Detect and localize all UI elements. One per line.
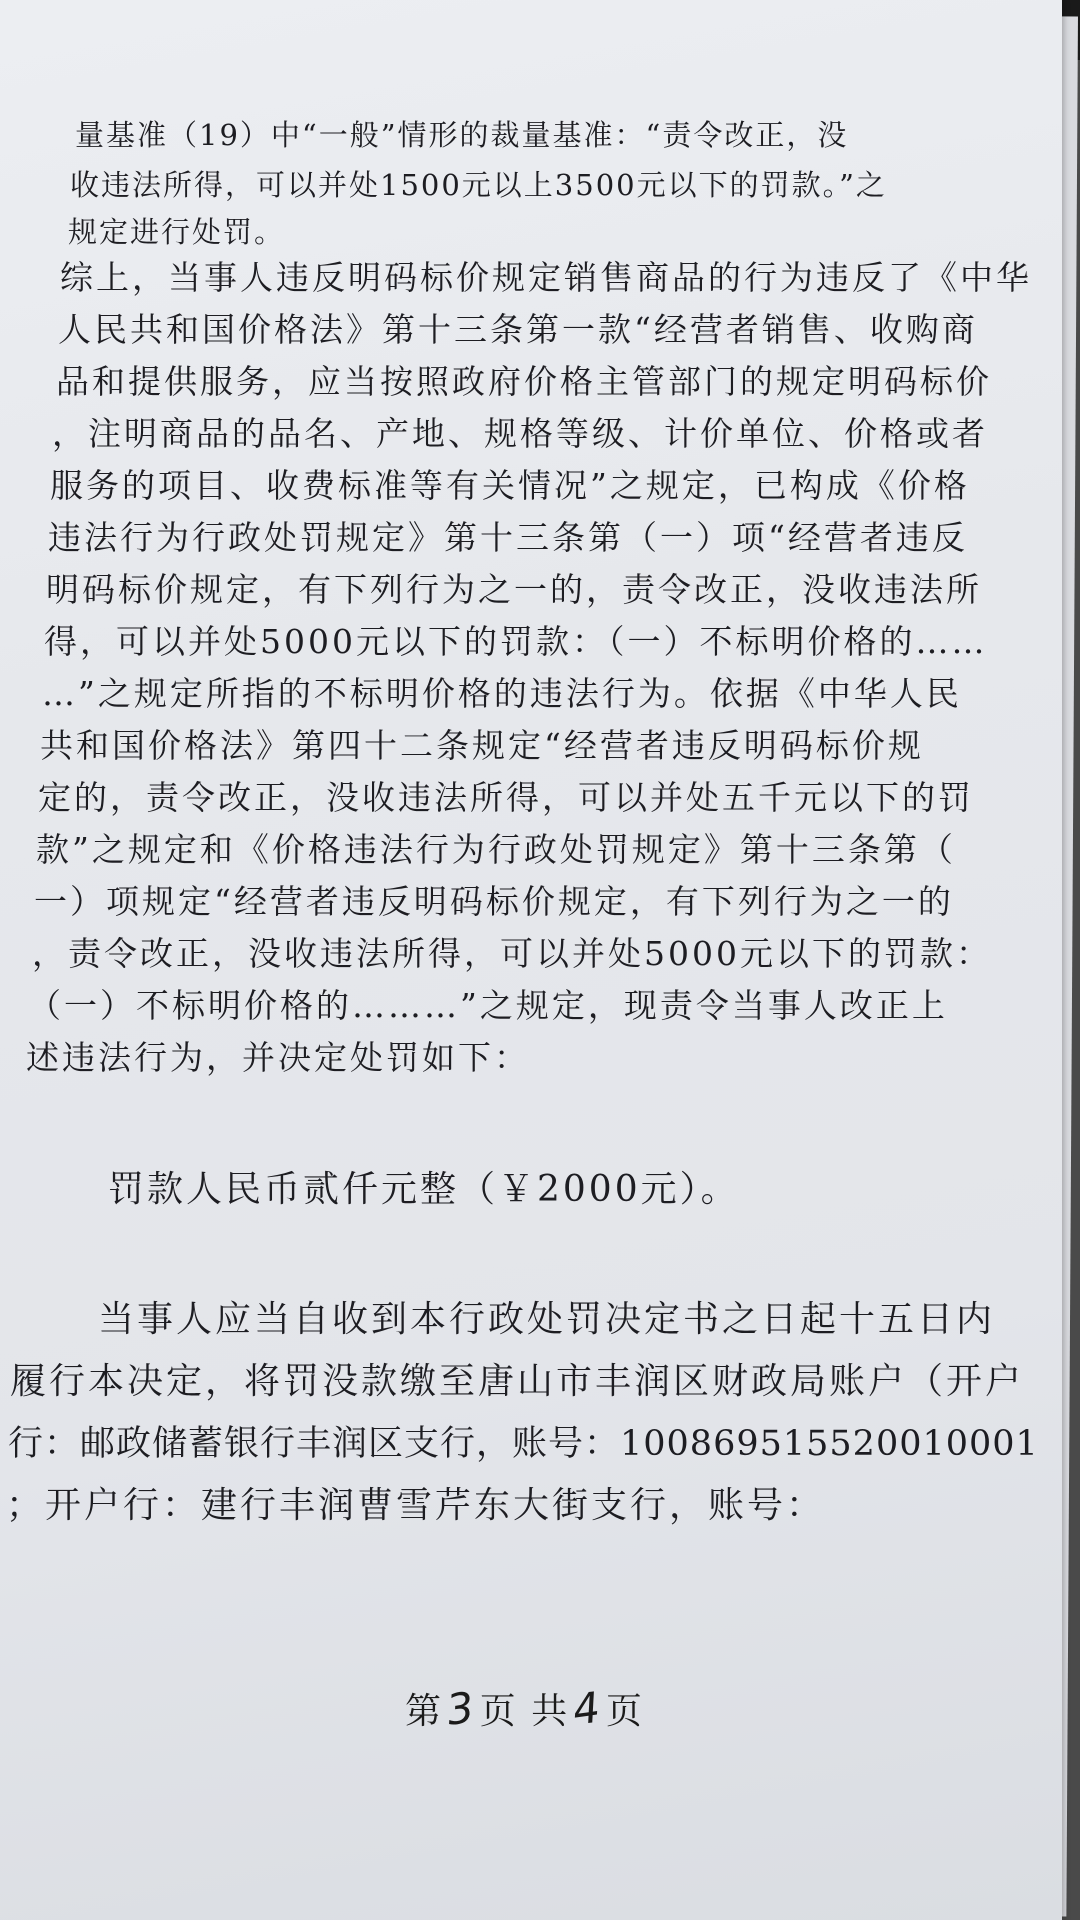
text-line: 款”之规定和《价格违法行为行政处罚规定》第十三条第（ <box>36 830 956 869</box>
text-line: 述违法行为，并决定处罚如下： <box>26 1038 530 1077</box>
page-mid: 页 共 <box>479 1691 570 1732</box>
text-line: 量基准（19）中“一般”情形的裁量基准：“责令改正，没 <box>75 118 849 152</box>
text-line: …”之规定所指的不标明价格的违法行为。依据《中华人民 <box>42 674 962 713</box>
text-line: ，注明商品的品名、产地、规格等级、计价单位、价格或者 <box>52 414 988 453</box>
page-number <box>405 1683 644 1734</box>
text-line: 定的，责令改正，没收违法所得，可以并处五千元以下的罚 <box>38 778 974 817</box>
page-suffix: 页 <box>605 1691 644 1732</box>
text-line: 综上，当事人违反明码标价规定销售商品的行为违反了《中华 <box>60 258 1032 297</box>
text-line: 品和提供服务，应当按照政府价格主管部门的规定明码标价 <box>56 362 992 401</box>
page-current: 3 <box>443 1682 480 1735</box>
page-total: 4 <box>569 1682 606 1735</box>
text-line: 规定进行处罚。 <box>68 215 286 249</box>
text-line: 当事人应当自收到本行政处罚决定书之日起十五日内 <box>98 1299 996 1340</box>
text-line: 收违法所得，可以并处1500元以上3500元以下的罚款。”之 <box>70 168 887 202</box>
text-line: 履行本决定，将罚没款缴至唐山市丰润区财政局账户（开户 <box>10 1361 1025 1402</box>
text-line: 一）项规定“经营者违反明码标价规定，有下列行为之一的 <box>34 882 954 921</box>
penalty-line: 罚款人民币贰仟元整（￥2000元）。 <box>108 1169 740 1210</box>
text-line: 行：邮政储蓄银行丰润区支行，账号：100869515520010001 <box>8 1424 1039 1464</box>
text-line: 明码标价规定，有下列行为之一的，责令改正，没收违法所 <box>46 570 982 609</box>
text-line: ，责令改正，没收违法所得，可以并处5000元以下的罚款： <box>32 934 992 973</box>
text-line: 共和国价格法》第四十二条规定“经营者违反明码标价规 <box>40 726 924 765</box>
text-line: ；开户行：建行丰润曹雪芹东大街支行，账号： <box>6 1485 826 1526</box>
text-line: 服务的项目、收费标准等有关情况”之规定，已构成《价格 <box>50 466 970 505</box>
text-line: 人民共和国价格法》第十三条第一款“经营者销售、收购商 <box>58 310 978 349</box>
text-line: 违法行为行政处罚规定》第十三条第（一）项“经营者违反 <box>48 518 968 557</box>
page-prefix: 第 <box>405 1691 444 1732</box>
text-line: （一）不标明价格的………”之规定，现责令当事人改正上 <box>28 986 948 1025</box>
text-line: 得，可以并处5000元以下的罚款：（一）不标明价格的…… <box>44 622 988 661</box>
